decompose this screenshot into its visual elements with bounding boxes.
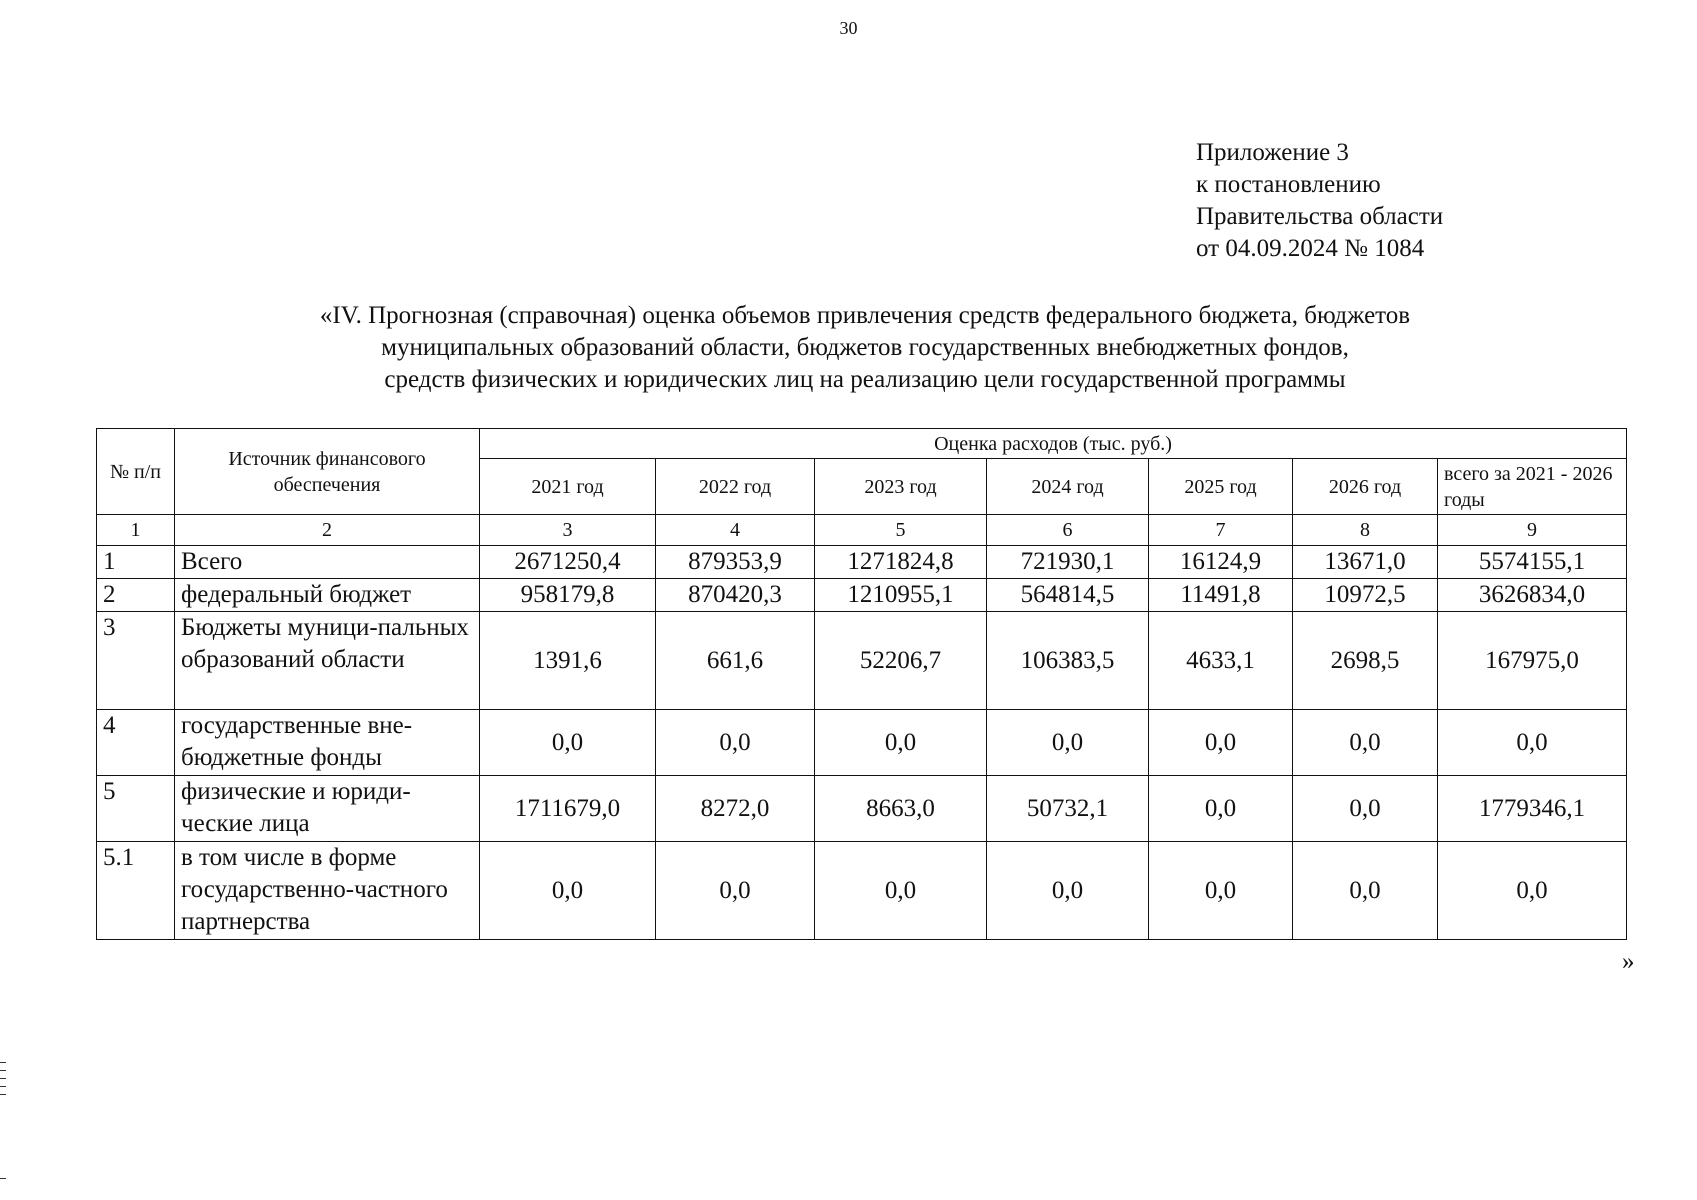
value-cell: 0,0	[480, 842, 656, 940]
value-cell: 0,0	[480, 710, 656, 776]
value-cell: 106383,5	[987, 612, 1149, 710]
scan-margin-mark	[0, 1070, 6, 1071]
appendix-line: от 04.09.2024 № 1084	[1196, 235, 1425, 262]
column-number: 3	[480, 515, 656, 546]
header-year-2024: 2024 год	[987, 459, 1149, 515]
value-cell: 5574155,1	[1438, 546, 1627, 579]
value-cell: 0,0	[1293, 842, 1438, 940]
row-source: Всего	[175, 546, 480, 579]
table-header-row	[97, 429, 1627, 459]
value-cell: 1391,6	[480, 612, 656, 710]
column-number: 5	[815, 515, 987, 546]
section-title-line: муниципальных образований области, бюджетов государственных внебюджетных фондов,	[381, 334, 1349, 361]
value-cell: 958179,8	[480, 579, 656, 612]
value-cell: 564814,5	[987, 579, 1149, 612]
column-number: 7	[1149, 515, 1293, 546]
appendix-line: к постановлению	[1196, 171, 1381, 198]
value-cell: 2698,5	[1293, 612, 1438, 710]
value-cell: 0,0	[815, 842, 987, 940]
table-row	[97, 546, 1627, 579]
row-number: 3	[97, 612, 175, 710]
scan-margin-mark	[0, 1078, 6, 1079]
value-cell: 0,0	[987, 710, 1149, 776]
header-year-2021: 2021 год	[480, 459, 656, 515]
column-number: 2	[175, 515, 480, 546]
row-number: 1	[97, 546, 175, 579]
value-cell: 0,0	[1293, 776, 1438, 842]
value-cell: 0,0	[1438, 842, 1627, 940]
value-cell: 1711679,0	[480, 776, 656, 842]
value-cell: 52206,7	[815, 612, 987, 710]
header-source: Источник финансового обеспечения	[175, 429, 480, 515]
value-cell: 1210955,1	[815, 579, 987, 612]
row-source: физические и юриди-ческие лица	[175, 776, 480, 842]
header-no: № п/п	[97, 429, 175, 515]
table-row	[97, 842, 1627, 940]
value-cell: 0,0	[1438, 710, 1627, 776]
value-cell: 2671250,4	[480, 546, 656, 579]
table-row	[97, 776, 1627, 842]
value-cell: 0,0	[1149, 776, 1293, 842]
row-source: в том числе в форме государственно-частного партнерства	[175, 842, 480, 940]
value-cell: 167975,0	[1438, 612, 1627, 710]
row-number: 5.1	[97, 842, 175, 940]
value-cell: 661,6	[656, 612, 815, 710]
row-number: 4	[97, 710, 175, 776]
row-number: 2	[97, 579, 175, 612]
scan-margin-mark	[0, 1062, 6, 1063]
appendix-block	[1196, 137, 1443, 265]
table-row	[97, 612, 1627, 710]
column-number: 8	[1293, 515, 1438, 546]
column-number: 9	[1438, 515, 1627, 546]
table-row	[97, 710, 1627, 776]
column-number: 1	[97, 515, 175, 546]
header-total: всего за 2021 - 2026 годы	[1438, 459, 1627, 515]
value-cell: 13671,0	[1293, 546, 1438, 579]
header-estimate: Оценка расходов (тыс. руб.)	[480, 429, 1627, 459]
column-number: 6	[987, 515, 1149, 546]
value-cell: 8272,0	[656, 776, 815, 842]
value-cell: 10972,5	[1293, 579, 1438, 612]
column-number-row	[97, 515, 1627, 546]
value-cell: 50732,1	[987, 776, 1149, 842]
row-source: Бюджеты муници-пальных образований области	[175, 612, 480, 710]
value-cell: 0,0	[656, 710, 815, 776]
value-cell: 8663,0	[815, 776, 987, 842]
table-row	[97, 579, 1627, 612]
scan-margin-mark	[0, 1086, 6, 1087]
value-cell: 870420,3	[656, 579, 815, 612]
scan-margin-mark	[0, 1178, 6, 1179]
financing-table	[96, 428, 1627, 940]
header-year-2023: 2023 год	[815, 459, 987, 515]
row-source: федеральный бюджет	[175, 579, 480, 612]
value-cell: 879353,9	[656, 546, 815, 579]
value-cell: 1271824,8	[815, 546, 987, 579]
scan-margin-mark	[0, 1094, 6, 1095]
value-cell: 3626834,0	[1438, 579, 1627, 612]
appendix-line: Правительства области	[1196, 203, 1444, 230]
header-year-2025: 2025 год	[1149, 459, 1293, 515]
value-cell: 4633,1	[1149, 612, 1293, 710]
value-cell: 0,0	[1293, 710, 1438, 776]
value-cell: 0,0	[1149, 710, 1293, 776]
value-cell: 16124,9	[1149, 546, 1293, 579]
value-cell: 0,0	[815, 710, 987, 776]
row-number: 5	[97, 776, 175, 842]
value-cell: 721930,1	[987, 546, 1149, 579]
header-year-2022: 2022 год	[656, 459, 815, 515]
appendix-line: Приложение 3	[1196, 139, 1349, 166]
row-source: государственные вне-бюджетные фонды	[175, 710, 480, 776]
page-number: 30	[839, 18, 858, 38]
section-title-line: «IV. Прогнозная (справочная) оценка объемов привлечения средств федерального бюджета, бюджетов	[319, 302, 1411, 329]
section-title	[200, 300, 1530, 396]
value-cell: 0,0	[987, 842, 1149, 940]
value-cell: 11491,8	[1149, 579, 1293, 612]
value-cell: 1779346,1	[1438, 776, 1627, 842]
value-cell: 0,0	[1149, 842, 1293, 940]
column-number: 4	[656, 515, 815, 546]
closing-quote: »	[1622, 948, 1635, 975]
value-cell: 0,0	[656, 842, 815, 940]
section-title-line: средств физических и юридических лиц на реализацию цели государственной программы	[384, 366, 1346, 393]
header-year-2026: 2026 год	[1293, 459, 1438, 515]
